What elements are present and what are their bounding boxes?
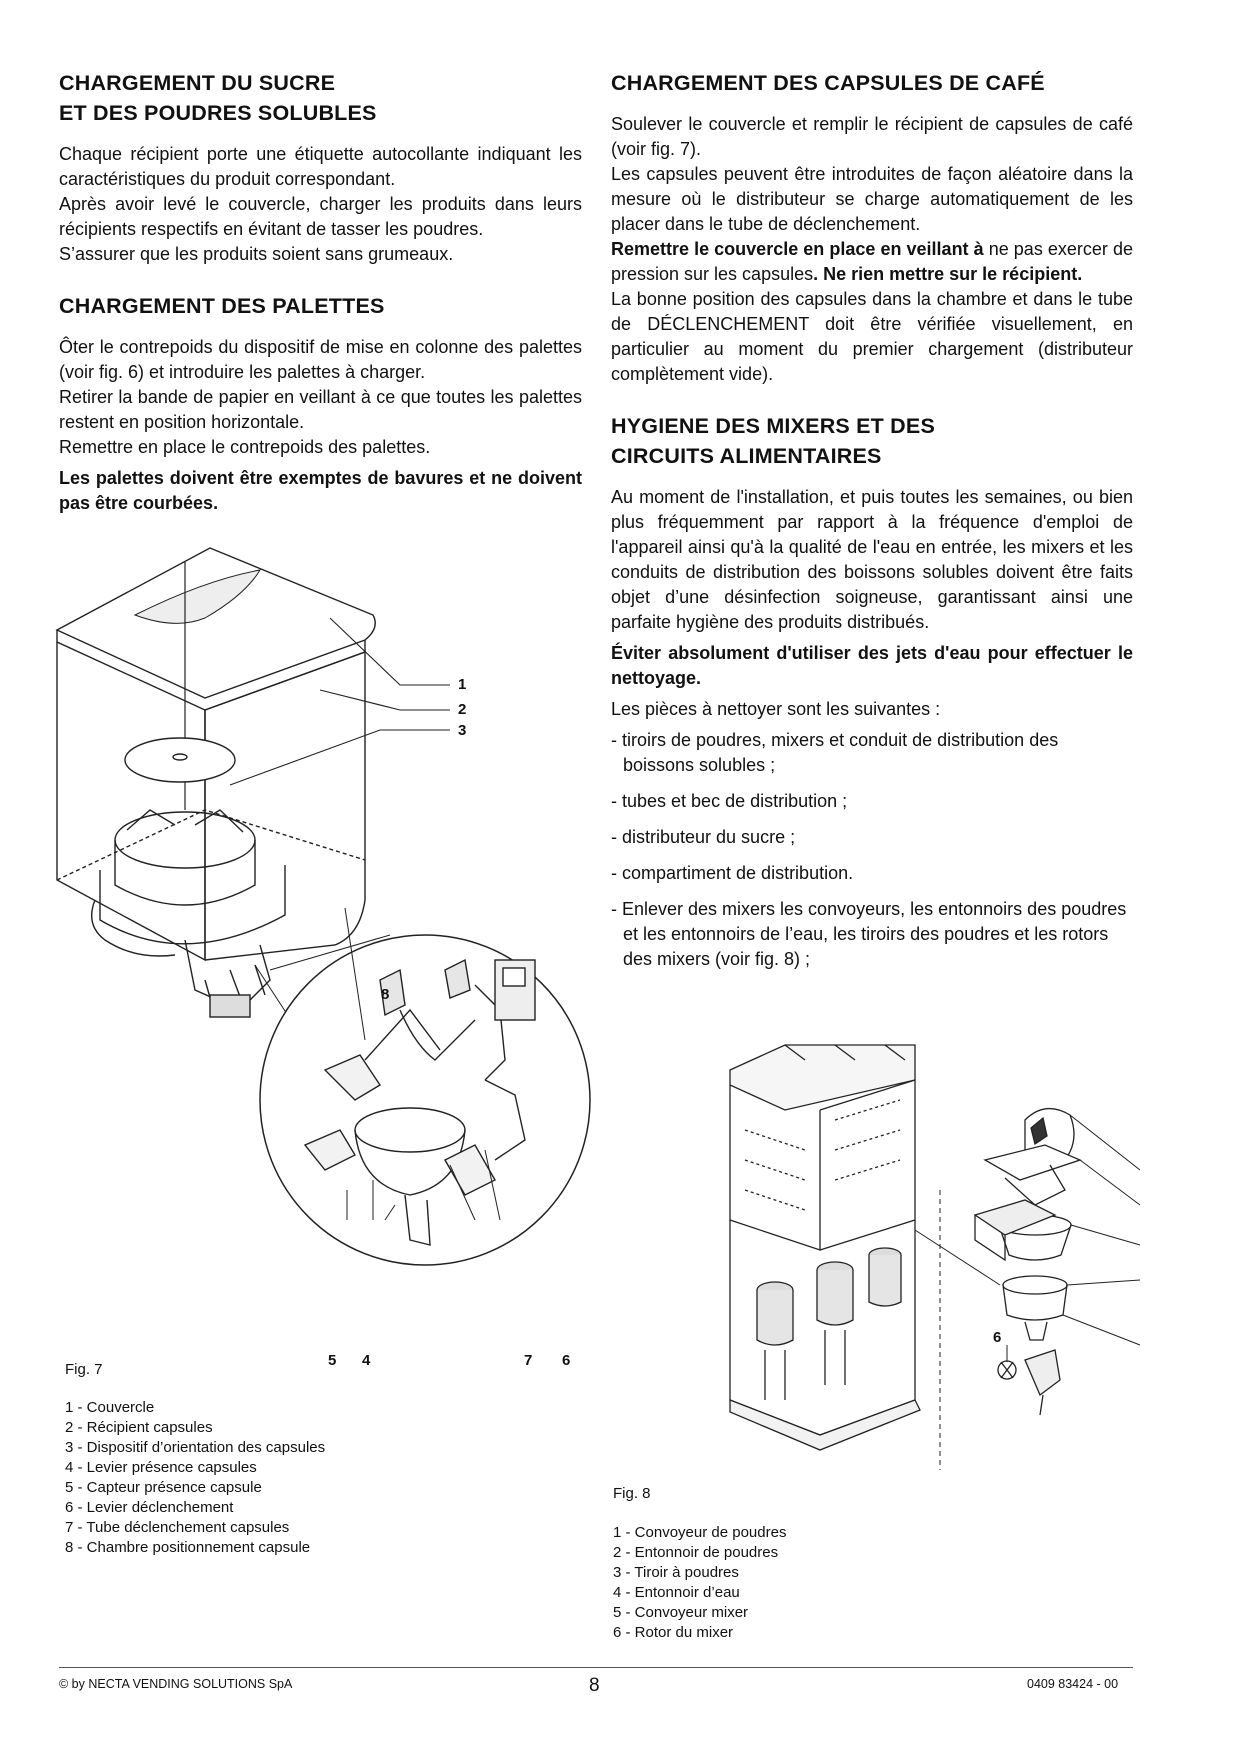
legend-item: 4 - Entonnoir d’eau	[613, 1584, 740, 1601]
legend-item: 4 - Levier présence capsules	[65, 1459, 257, 1476]
fig7-legend	[65, 1398, 325, 1558]
hygiene-title-line-2: CIRCUITS ALIMENTAIRES	[611, 444, 882, 468]
sugar-paragraph-2: Après avoir levé le couvercle, charger les produits dans leurs récipients respectifs en évitant de tasser les poudres.	[59, 194, 582, 239]
palettes-paragraph-3: Remettre en place le contrepoids des palettes.	[59, 437, 431, 457]
hygiene-paragraph-1: Au moment de l'installation, et puis toutes les semaines, ou bien plus fréquemment par rapport à la fréquence d'emploi de l'appareil ainsi qu'à la qualité de l'eau en entrée, les mixers et les conduits de distribution des boissons solubles doivent être faits objet d’une désinfection soigneuse, garantissant ainsi une parfaite hygiène des produits distribués.	[611, 487, 1133, 632]
capsules-section-title: CHARGEMENT DES CAPSULES DE CAFÉ	[611, 71, 1045, 95]
fig8-legend	[613, 1523, 786, 1643]
fig8-caption: Fig. 8	[613, 1485, 651, 1502]
fig7-callout-2: 2	[458, 701, 467, 718]
palettes-warning: Les palettes doivent être exemptes de bavures et ne doivent pas être courbées.	[59, 468, 582, 513]
footer-copyright: © by NECTA VENDING SOLUTIONS SpA	[59, 1677, 293, 1691]
footer-doc-code: 0409 83424 - 00	[1027, 1677, 1119, 1691]
capsules-paragraph-3	[611, 237, 1133, 287]
hygiene-warning: Éviter absolument d'utiliser des jets d'eau pour effectuer le nettoyage.	[611, 643, 1133, 688]
capsules-bold-2: . Ne rien mettre sur le récipient.	[813, 264, 1083, 284]
list-item: - tiroirs de poudres, mixers et conduit de distribution des boissons solubles ;	[611, 730, 1059, 775]
capsules-paragraph-2: Les capsules peuvent être introduites de façon aléatoire dans la mesure où le distributeur se charge automatiquement de les placer dans le tube de déclenchement.	[611, 164, 1133, 234]
legend-item: 5 - Convoyeur mixer	[613, 1604, 749, 1621]
capsules-paragraph-4: La bonne position des capsules dans la chambre et dans le tube de DÉCLENCHEMENT doit être vérifiée visuellement, en particulier au moment du premier chargement (distributeur complètement vide).	[611, 289, 1133, 384]
legend-item: 6 - Rotor du mixer	[613, 1624, 734, 1641]
capsules-normal: ne pas exercer de pression sur les capsules	[611, 239, 1133, 284]
legend-item: 2 - Entonnoir de poudres	[613, 1544, 779, 1561]
sugar-paragraph-3: S’assurer que les produits soient sans grumeaux.	[59, 244, 454, 264]
hygiene-title-line-1: HYGIENE DES MIXERS ET DES	[611, 414, 935, 438]
fig7-illustration	[55, 540, 595, 1370]
sugar-title-line-1: CHARGEMENT DU SUCRE	[59, 71, 336, 95]
list-item: - compartiment de distribution.	[611, 863, 854, 883]
fig7-callout-4: 4	[362, 1352, 371, 1369]
left-column	[59, 68, 582, 516]
hygiene-section-title	[611, 411, 1133, 471]
fig7-callout-8: 8	[381, 986, 390, 1003]
fig7-callout-5: 5	[328, 1352, 337, 1369]
sugar-section-title	[59, 68, 582, 128]
legend-item: 8 - Chambre positionnement capsule	[65, 1539, 311, 1556]
legend-item: 1 - Convoyeur de poudres	[613, 1524, 787, 1541]
sugar-title-line-2: ET DES POUDRES SOLUBLES	[59, 101, 377, 125]
fig7-callout-1: 1	[458, 676, 467, 693]
palettes-section-title: CHARGEMENT DES PALETTES	[59, 294, 385, 318]
legend-item: 5 - Capteur présence capsule	[65, 1479, 262, 1496]
fig7-callout-7: 7	[524, 1352, 533, 1369]
legend-item: 3 - Tiroir à poudres	[613, 1564, 739, 1581]
fig7-callout-6: 6	[562, 1352, 571, 1369]
page-number: 8	[589, 1675, 600, 1696]
right-column	[611, 68, 1133, 972]
legend-item: 1 - Couvercle	[65, 1399, 155, 1416]
capsules-paragraph-1: Soulever le couvercle et remplir le récipient de capsules de café (voir fig. 7).	[611, 114, 1133, 159]
legend-item: 3 - Dispositif d’orientation des capsules	[65, 1439, 326, 1456]
palettes-paragraph-1: Ôter le contrepoids du dispositif de mise en colonne des palettes (voir fig. 6) et introduire les palettes à charger.	[59, 337, 582, 382]
footer-divider	[59, 1667, 1133, 1668]
fig7-callout-3: 3	[458, 722, 467, 739]
list-item: - distributeur du sucre ;	[611, 827, 796, 847]
legend-item: 7 - Tube déclenchement capsules	[65, 1519, 290, 1536]
hygiene-intro: Les pièces à nettoyer sont les suivantes :	[611, 699, 941, 719]
fig8-illustration	[725, 1040, 1145, 1500]
sugar-paragraph-1: Chaque récipient porte une étiquette autocollante indiquant les caractéristiques du produit correspondant.	[59, 144, 582, 189]
list-item: - tubes et bec de distribution ;	[611, 791, 848, 811]
palettes-paragraph-2: Retirer la bande de papier en veillant à ce que toutes les palettes restent en position horizontale.	[59, 387, 582, 432]
fig7-caption: Fig. 7	[65, 1361, 103, 1378]
list-item: - Enlever des mixers les convoyeurs, les entonnoirs des poudres et les entonnoirs de l’eau, les tiroirs des poudres et les rotors des mixers (voir fig. 8) ;	[611, 899, 1127, 969]
legend-item: 2 - Récipient capsules	[65, 1419, 213, 1436]
legend-item: 6 - Levier déclenchement	[65, 1499, 234, 1516]
capsules-bold-1: Remettre le couvercle en place en veillant à	[611, 239, 984, 259]
fig8-callout-6: 6	[993, 1329, 1002, 1346]
